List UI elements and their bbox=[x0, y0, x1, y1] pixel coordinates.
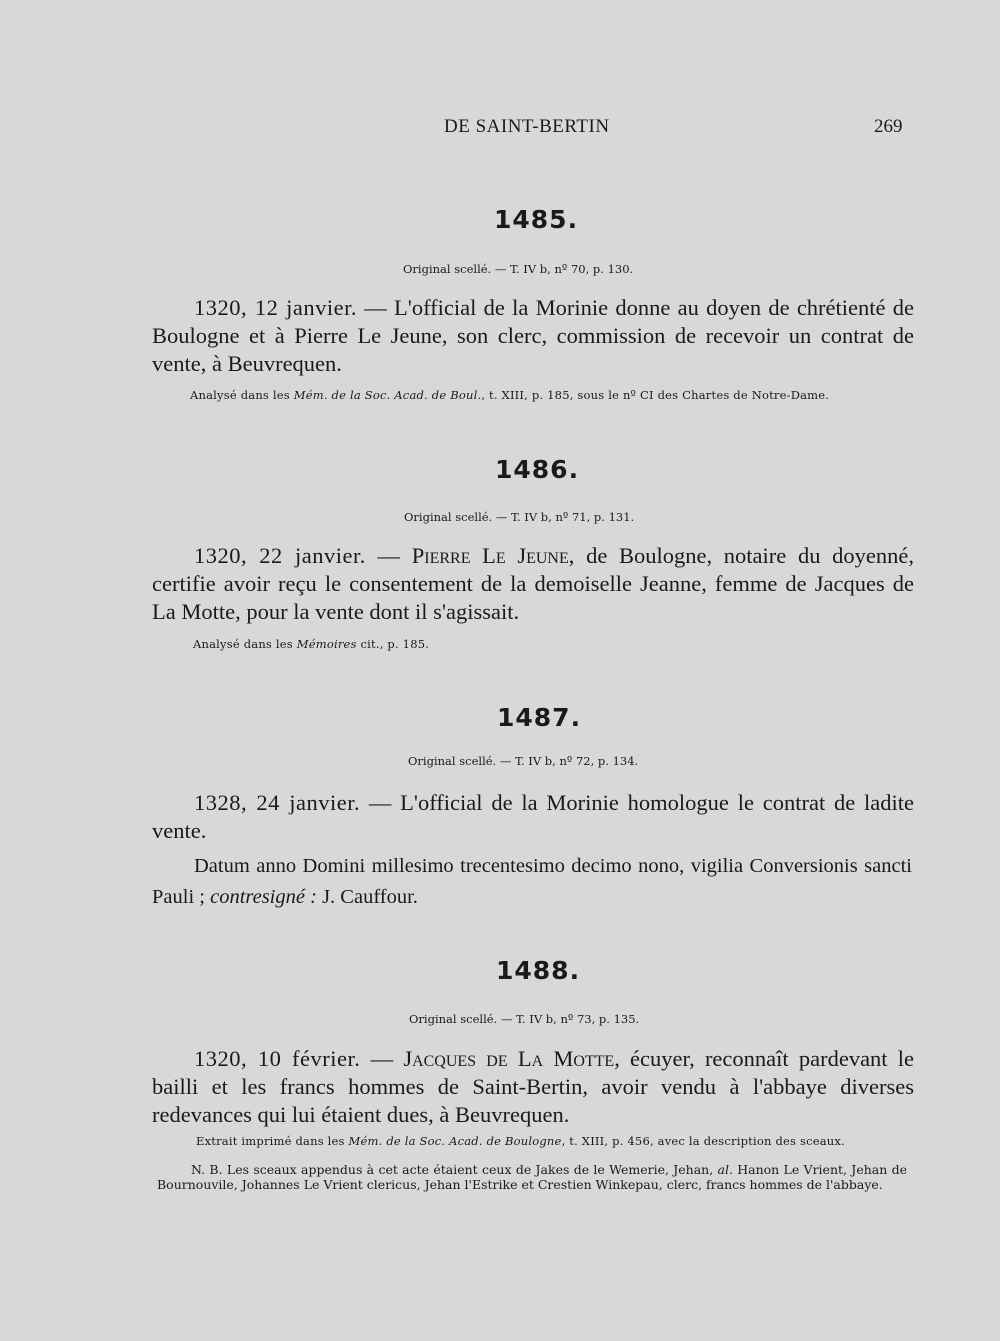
analysis-reference: Mém. de la Soc. Acad. de Boul. bbox=[293, 388, 482, 402]
entry-number-1486: 1486. bbox=[495, 455, 580, 484]
entry-source-1485: Original scellé. — T. IV b, nº 70, p. 130. bbox=[403, 262, 634, 276]
analysis-reference: Mém. de la Soc. Acad. de Boulogne bbox=[348, 1134, 562, 1148]
entry-source-1487: Original scellé. — T. IV b, nº 72, p. 134. bbox=[408, 754, 639, 768]
entry-person-name-1486: Pierre Le Jeune bbox=[411, 543, 569, 568]
entry-number-1487: 1487. bbox=[497, 703, 582, 732]
entry-dash-1485: — bbox=[357, 295, 395, 320]
entry-number-1485: 1485. bbox=[494, 205, 579, 234]
latin-dating-clause: Datum anno Domini millesimo trecentesimo decimo nono, vigilia Conversionis sancti Pauli ; bbox=[152, 855, 912, 908]
entry-body-1487 bbox=[152, 789, 914, 845]
entry-source-1488: Original scellé. — T. IV b, nº 73, p. 135. bbox=[409, 1012, 640, 1026]
note-text-start: N. B. Les sceaux appendus à cet acte étaient ceux de Jakes de le Wemerie, Jehan, bbox=[191, 1162, 718, 1177]
entry-number-1488: 1488. bbox=[496, 956, 581, 985]
page-number: 269 bbox=[874, 116, 903, 137]
analysis-reference: Mémoires bbox=[296, 637, 357, 651]
entry-analysis-1486 bbox=[193, 637, 429, 651]
entry-text-1486: , de Boulogne, notaire du doyenné, certifie avoir reçu le consentement de la demoiselle Jeanne, femme de Jacques de La Motte, pour la vente dont il s'agissait. bbox=[152, 543, 914, 624]
entry-latin-1487 bbox=[152, 851, 912, 913]
entry-dash-1486: — bbox=[365, 543, 412, 568]
entry-analysis-1485 bbox=[190, 388, 829, 402]
entry-date-1488: 1320, 10 février. bbox=[194, 1046, 361, 1071]
note-alias-abbrev: al. bbox=[717, 1162, 733, 1177]
entry-body-1485 bbox=[152, 294, 914, 378]
latin-countersigned-label: contresigné : bbox=[210, 886, 317, 908]
entry-body-1486 bbox=[152, 542, 914, 626]
entry-source-1486: Original scellé. — T. IV b, nº 71, p. 131. bbox=[404, 510, 635, 524]
entry-date-1485: 1320, 12 janvier. bbox=[194, 295, 357, 320]
entry-date-1487: 1328, 24 janvier. bbox=[194, 790, 361, 815]
entry-dash-1487: — bbox=[360, 790, 401, 815]
entry-note-1488 bbox=[157, 1162, 907, 1192]
entry-text-1487: L'official de la Morinie homologue le contrat de ladite vente. bbox=[152, 790, 915, 843]
entry-dash-1488: — bbox=[360, 1046, 404, 1071]
running-title: DE SAINT-BERTIN bbox=[444, 116, 610, 137]
entry-text-1485: L'official de la Morinie donne au doyen de chrétienté de Boulogne et à Pierre Le Jeune, son clerc, commission de recevoir un contrat de vente, à Beuvrequen. bbox=[152, 295, 915, 376]
analysis-suffix: cit., p. 185. bbox=[356, 637, 430, 651]
analysis-prefix: Analysé dans les bbox=[190, 388, 294, 402]
entry-person-name-1488: Jacques de La Motte bbox=[403, 1046, 615, 1071]
analysis-suffix: , t. XIII, p. 456, avec la description des sceaux. bbox=[561, 1134, 845, 1148]
analysis-prefix: Analysé dans les bbox=[193, 637, 297, 651]
analysis-suffix: , t. XIII, p. 185, sous le nº CI des Chartes de Notre-Dame. bbox=[481, 388, 830, 402]
entry-body-1488 bbox=[152, 1045, 914, 1129]
entry-analysis-1488 bbox=[196, 1134, 845, 1148]
entry-text-1488: , écuyer, reconnaît pardevant le bailli et les francs hommes de Saint-Bertin, avoir vendu à l'abbaye diverses redevances qui lui étaient dues, à Beuvrequen. bbox=[152, 1046, 915, 1127]
note-text-end: Hanon Le Vrient, Jehan de Bournouvile, Johannes Le Vrient clericus, Jehan l'Estrike et Crestien Winkepau, clerc, francs hommes de l'abbaye. bbox=[157, 1162, 907, 1192]
latin-signatory: J. Cauffour. bbox=[316, 886, 418, 908]
analysis-prefix: Extrait imprimé dans les bbox=[196, 1134, 349, 1148]
entry-date-1486: 1320, 22 janvier. bbox=[194, 543, 366, 568]
